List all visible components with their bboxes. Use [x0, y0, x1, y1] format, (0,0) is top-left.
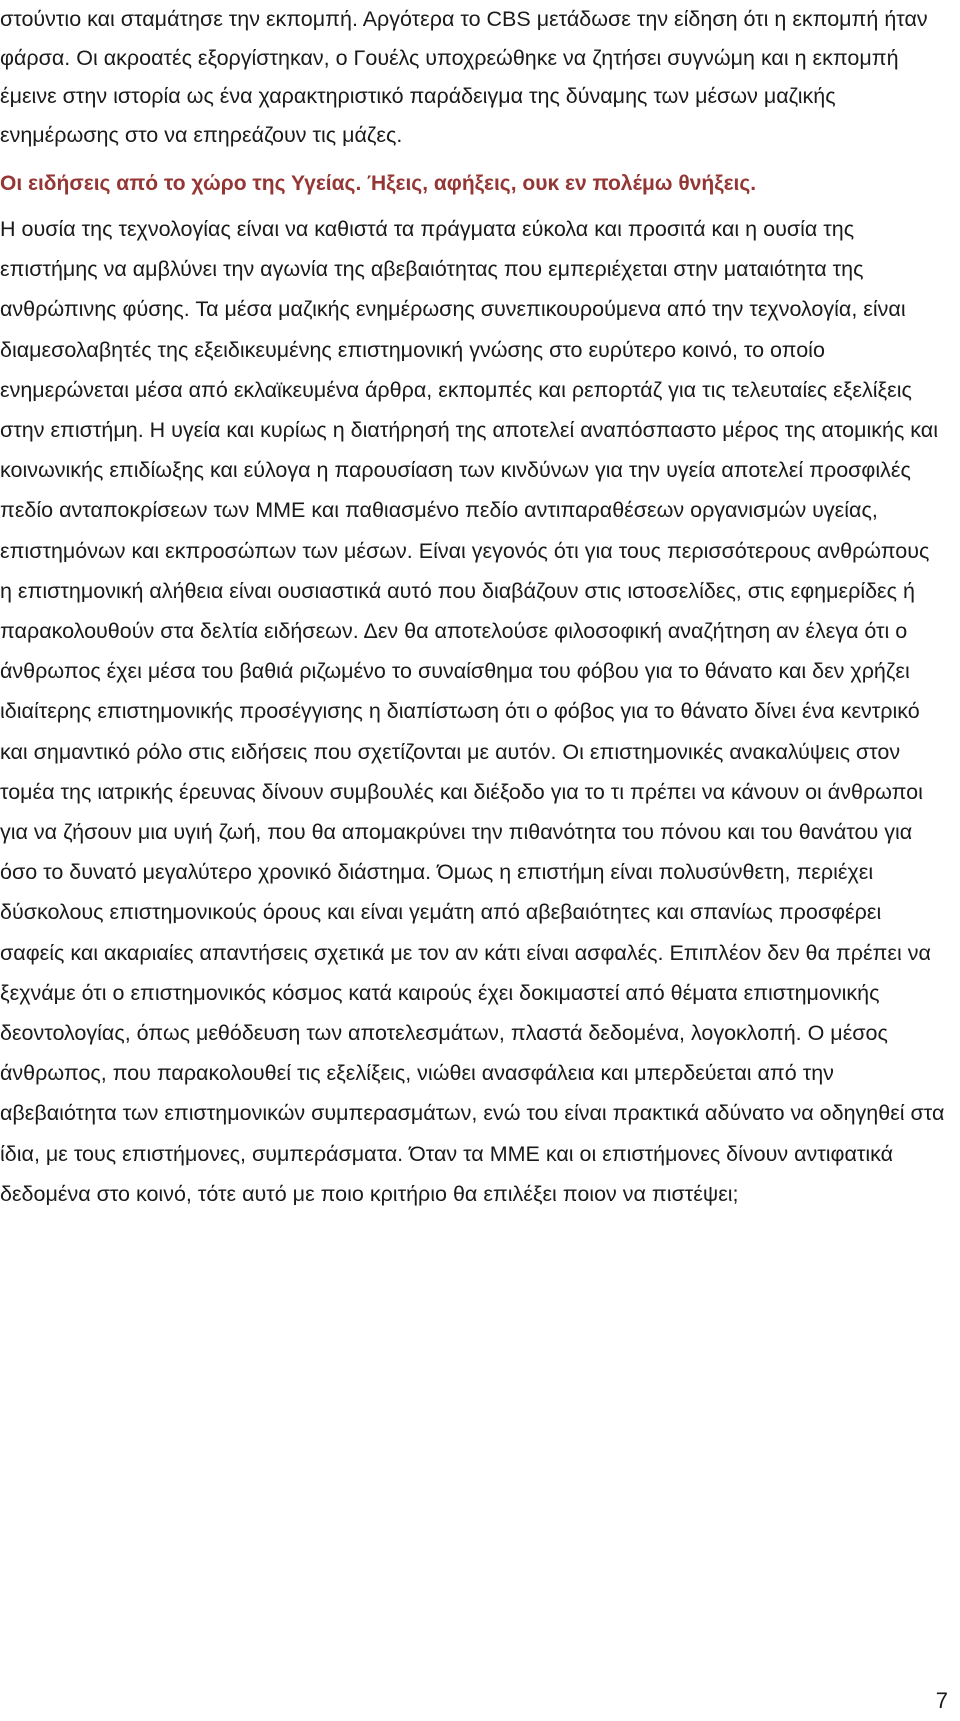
page-number: 7 [935, 1688, 948, 1713]
section-heading: Οι ειδήσεις από το χώρο της Υγείας. Ήξεις, αφήξεις, ουκ εν πολέμω θνήξεις. [0, 172, 757, 195]
intro-paragraph: στούντιο και σταμάτησε την εκπομπή. Αργότερα το CBS μετάδωσε την είδηση ότι η εκπομπή ήταν φάρσα. Οι ακροατές εξοργίστηκαν, ο Γουέλς υποχρεώθηκε να ζητήσει συγνώμη και η εκπομπή έμεινε στην ιστορία ως ένα χαρακτηριστικό παράδειγμα της δύναμης των μέσων μαζικής ενημέρωσης στο να επηρεάζουν τις μάζες. [0, 7, 928, 147]
main-paragraph: Η ουσία της τεχνολογίας είναι να καθιστά τα πράγματα εύκολα και προσιτά και η ουσία της επιστήμης να αμβλύνει την αγωνία της αβεβαιότητας που εμπεριέχεται στην ματαιότητα της ανθρώπινης φύσης. Τα μέσα μαζικής ενημέρωσης συνεπικουρούμενα από την τεχνολογία, είναι διαμεσολαβητές της εξειδικευμένης επιστημονική γνώσης στο ευρύτερο κοινό, το οποίο ενημερώνεται μέσα από εκλαϊκευμένα άρθρα, εκπομπές και ρεπορτάζ για τις τελευταίες εξελίξεις στην επιστήμη. Η υγεία και κυρίως η διατήρησή της αποτελεί αναπόσπαστο μέρος της ατομικής και κοινωνικής επιδίωξης και εύλογα η παρουσίαση των κινδύνων για την υγεία αποτελεί προσφιλές πεδίο ανταποκρίσεων των ΜΜΕ και παθιασμένο πεδίο αντιπαραθέσεων οργανισμών υγείας, επιστημόνων και εκπροσώπων των μέσων. Είναι γεγονός ότι για τους περισσότερους ανθρώπους η επιστημονική αλήθεια είναι ουσιαστικά αυτό που διαβάζουν στις ιστοσελίδες, στις εφημερίδες ή παρακολουθούν στα δελτία ειδήσεων. Δεν θα αποτελούσε φιλοσοφική αναζήτηση αν έλεγα ότι ο άνθρωπος έχει μέσα του βαθιά ριζωμένο το συναίσθημα του φόβου για το θάνατο και δεν χρήζει ιδιαίτερης επιστημονικής προσέγγισης η διαπίστωση ότι ο φόβος για το θάνατο δίνει ένα κεντρικό και σημαντικό ρόλο στις ειδήσεις που σχετίζονται με αυτόν. Οι επιστημονικές ανακαλύψεις στον τομέα της ιατρικής έρευνας δίνουν συμβουλές και διέξοδο για το τι πρέπει να κάνουν οι άνθρωποι για να ζήσουν μια υγιή ζωή, που θα απομακρύνει την πιθανότητα του πόνου και του θανάτου για όσο το δυνατό μεγαλύτερο χρονικό διάστημα. Όμως η επιστήμη είναι πολυσύνθετη, περιέχει δύσκολους επιστημονικούς όρους και είναι γεμάτη από αβεβαιότητες και σπανίως προσφέρει σαφείς και ακαριαίες απαντήσεις σχετικά με τον αν κάτι είναι ασφαλές. Επιπλέον δεν θα πρέπει να ξεχνάμε ότι ο επιστημονικός κόσμος κατά καιρούς έχει δοκιμαστεί από θέματα επιστημονικής δεοντολογίας, όπως μεθόδευση των αποτελεσμάτων, πλαστά δεδομένα, λογοκλοπή. Ο μέσος άνθρωπος, που παρακολουθεί τις εξελίξεις, νιώθει ανασφάλεια και μπερδεύεται από την αβεβαιότητα των επιστημονικών συμπερασμάτων, ενώ του είναι πρακτικά αδύνατο να οδηγηθεί στα ίδια, με τους επιστήμονες, συμπεράσματα. Όταν τα ΜΜΕ και οι επιστήμονες δίνουν αντιφατικά δεδομένα στο κοινό, τότε αυτό με ποιο κριτήριο θα επιλέξει ποιον να πιστέψει; [0, 217, 945, 1206]
